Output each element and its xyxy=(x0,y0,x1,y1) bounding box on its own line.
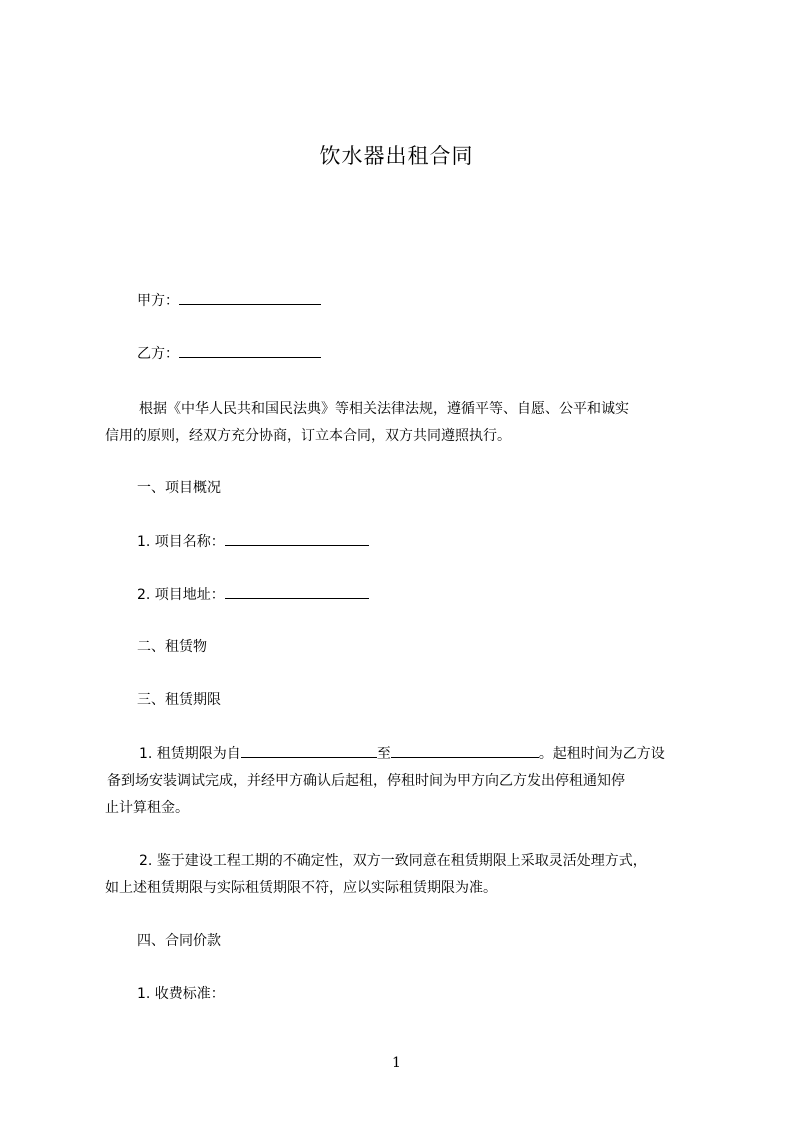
project-address-label: 2. 项目地址： xyxy=(137,587,225,603)
lease-start-blank[interactable] xyxy=(241,743,377,758)
clause-1-suffix: 。起租时间为乙方设 xyxy=(538,746,665,762)
section-1-heading: 一、项目概况 xyxy=(137,480,221,496)
contract-title: 饮水器出租合同 xyxy=(319,144,474,168)
party-b-line xyxy=(137,343,321,364)
lease-term-clause-1 xyxy=(105,741,705,822)
project-address-blank[interactable] xyxy=(225,584,369,599)
section-3-heading: 三、租赁期限 xyxy=(137,692,221,708)
section-2-heading: 二、租赁物 xyxy=(137,639,207,655)
project-name-label: 1. 项目名称： xyxy=(137,534,225,550)
preamble-line-2: 信用的原则，经双方充分协商，订立本合同，双方共同遵照执行。 xyxy=(105,428,511,444)
party-a-line xyxy=(137,290,321,311)
party-a-blank[interactable] xyxy=(179,290,321,305)
page-number: 1 xyxy=(392,1055,401,1071)
fee-standard-label: 1. 收费标准： xyxy=(137,986,225,1002)
project-name-blank[interactable] xyxy=(225,531,369,546)
project-address-line xyxy=(137,584,369,605)
lease-term-clause-2 xyxy=(105,848,705,902)
preamble-line-1: 根据《中华人民共和国民法典》等相关法律法规，遵循平等、自愿、公平和诚实 xyxy=(139,401,629,417)
party-b-label: 乙方： xyxy=(137,346,179,362)
clause-2-line-1: 2. 鉴于建设工程工期的不确定性，双方一致同意在租赁期限上采取灵活处理方式， xyxy=(139,853,647,869)
clause-1-prefix: 1. 租赁期限为自 xyxy=(139,746,241,762)
clause-1-mid: 至 xyxy=(376,746,391,762)
party-b-blank[interactable] xyxy=(179,343,321,358)
clause-2-line-2: 如上述租赁期限与实际租赁期限不符，应以实际租赁期限为准。 xyxy=(105,880,497,896)
preamble-paragraph xyxy=(105,396,705,450)
section-4-heading: 四、合同价款 xyxy=(137,933,221,949)
lease-end-blank[interactable] xyxy=(391,743,539,758)
clause-1-line-1 xyxy=(105,741,705,768)
project-name-line xyxy=(137,531,369,552)
clause-1-line-2: 备到场安装调试完成，并经甲方确认后起租，停租时间为甲方向乙方发出停租通知停 xyxy=(107,773,625,789)
party-a-label: 甲方： xyxy=(137,293,179,309)
clause-1-line-3: 止计算租金。 xyxy=(105,800,189,816)
